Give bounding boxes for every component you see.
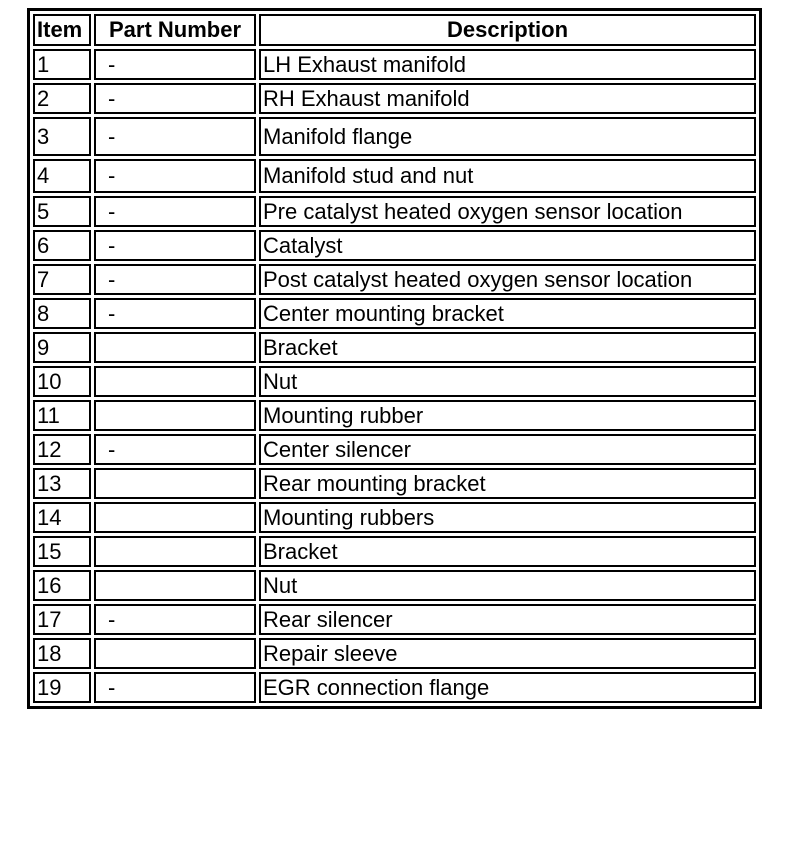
cell-description: Pre catalyst heated oxygen sensor location (259, 196, 756, 227)
cell-part-number: - (94, 83, 256, 114)
table-header-row (33, 14, 756, 46)
cell-description: Bracket (259, 536, 756, 567)
cell-description: RH Exhaust manifold (259, 83, 756, 114)
cell-part-number: - (94, 604, 256, 635)
cell-part-number (94, 366, 256, 397)
cell-item: 10 (33, 366, 91, 397)
table-row (33, 536, 756, 567)
cell-description: Repair sleeve (259, 638, 756, 669)
cell-item: 9 (33, 332, 91, 363)
cell-description: Mounting rubber (259, 400, 756, 431)
cell-part-number (94, 400, 256, 431)
cell-description: Mounting rubbers (259, 502, 756, 533)
table-row (33, 264, 756, 295)
cell-item: 19 (33, 672, 91, 703)
cell-description: Nut (259, 570, 756, 601)
table-row (33, 570, 756, 601)
cell-item: 2 (33, 83, 91, 114)
cell-part-number (94, 468, 256, 499)
cell-part-number (94, 570, 256, 601)
cell-description: Center silencer (259, 434, 756, 465)
cell-part-number (94, 638, 256, 669)
table-row (33, 468, 756, 499)
cell-item: 6 (33, 230, 91, 261)
cell-description: Center mounting bracket (259, 298, 756, 329)
cell-item: 11 (33, 400, 91, 431)
table-row (33, 672, 756, 703)
cell-item: 1 (33, 49, 91, 80)
cell-description: Manifold flange (259, 117, 756, 156)
table-row (33, 230, 756, 261)
cell-part-number: - (94, 264, 256, 295)
cell-description: Bracket (259, 332, 756, 363)
cell-part-number: - (94, 434, 256, 465)
cell-part-number (94, 332, 256, 363)
table-row (33, 502, 756, 533)
table-row (33, 117, 756, 156)
cell-description: Post catalyst heated oxygen sensor location (259, 264, 756, 295)
cell-item: 7 (33, 264, 91, 295)
cell-item: 14 (33, 502, 91, 533)
table-row (33, 298, 756, 329)
cell-description: Rear mounting bracket (259, 468, 756, 499)
header-part-number: Part Number (94, 14, 256, 46)
table-row (33, 83, 756, 114)
cell-description: Nut (259, 366, 756, 397)
cell-part-number: - (94, 196, 256, 227)
cell-part-number (94, 536, 256, 567)
table-row (33, 49, 756, 80)
cell-part-number (94, 502, 256, 533)
cell-item: 18 (33, 638, 91, 669)
cell-item: 15 (33, 536, 91, 567)
table-row (33, 434, 756, 465)
cell-item: 3 (33, 117, 91, 156)
cell-part-number: - (94, 159, 256, 193)
table-row (33, 196, 756, 227)
cell-item: 8 (33, 298, 91, 329)
header-description: Description (259, 14, 756, 46)
cell-item: 17 (33, 604, 91, 635)
cell-description: Manifold stud and nut (259, 159, 756, 193)
cell-description: LH Exhaust manifold (259, 49, 756, 80)
header-item: Item (33, 14, 91, 46)
cell-item: 13 (33, 468, 91, 499)
table-row (33, 159, 756, 193)
parts-table-container (27, 8, 762, 709)
cell-description: Catalyst (259, 230, 756, 261)
cell-part-number: - (94, 672, 256, 703)
table-body (33, 49, 756, 703)
parts-table (27, 8, 762, 709)
cell-item: 4 (33, 159, 91, 193)
cell-description: EGR connection flange (259, 672, 756, 703)
table-row (33, 332, 756, 363)
table-row (33, 638, 756, 669)
cell-item: 16 (33, 570, 91, 601)
cell-item: 5 (33, 196, 91, 227)
cell-part-number: - (94, 49, 256, 80)
cell-part-number: - (94, 230, 256, 261)
cell-item: 12 (33, 434, 91, 465)
cell-description: Rear silencer (259, 604, 756, 635)
table-row (33, 366, 756, 397)
table-row (33, 400, 756, 431)
table-row (33, 604, 756, 635)
cell-part-number: - (94, 117, 256, 156)
cell-part-number: - (94, 298, 256, 329)
